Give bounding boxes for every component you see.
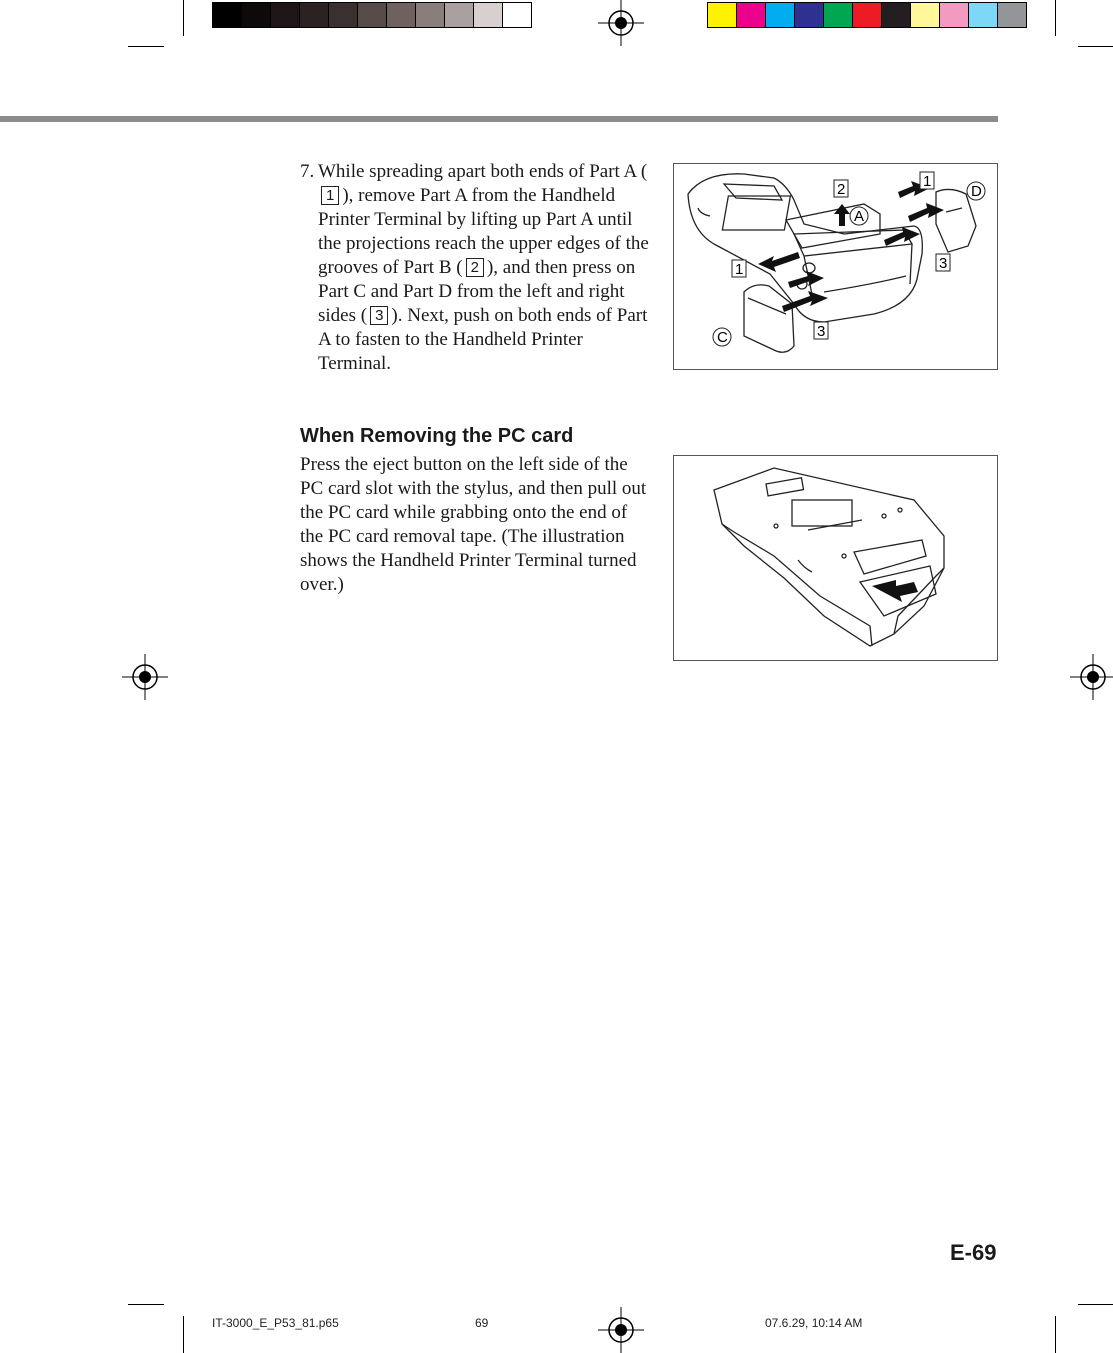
color-swatch [328,2,358,28]
color-swatch [939,2,969,28]
step-key-3: 3 [370,306,388,325]
color-swatch [852,2,882,28]
crop-mark [183,0,184,36]
section-text: Press the eject button on the left side of the PC card slot with the stylus, and then pull out the PC card while grabbing onto the end of the PC card removal tape. (The illustration shows the Handheld Printer Terminal turned over.) [300,454,647,595]
section-heading: When Removing the PC card [300,425,574,447]
figure-pc-card-removal [673,455,998,661]
fig1-label-3: 3 [939,255,948,272]
fig1-label-1: 1 [923,173,932,190]
page-number: E-69 [950,1240,997,1265]
footer-timestamp: 07.6.29, 10:14 AM [765,1316,863,1330]
device-underside-illustration [674,456,997,660]
fig1-label-part-c: C [717,329,728,346]
registration-mark-icon [1070,654,1113,700]
color-swatch [997,2,1027,28]
step-text: While spreading apart both ends of Part A (1 ), remove Part A from the Handheld Printer Terminal by lifting up Part A until the projections reach the upper edges of the grooves of Part B ( 2 ), and then press on Part C and Part D from the left and right sides ( 3 ). Next, push on both ends of Part A to fasten to the Handheld Printer Terminal. [318,161,649,374]
crop-mark [128,46,164,47]
fig1-label-3: 3 [817,323,826,340]
footer-filename: IT-3000_E_P53_81.p65 [212,1316,339,1330]
crop-mark [1055,0,1056,36]
device-illustration [674,164,997,369]
fig1-label-part-d: D [971,183,982,200]
color-swatch [968,2,998,28]
color-swatch [736,2,766,28]
color-swatch [823,2,853,28]
footer-page: 69 [475,1316,489,1330]
fig1-label-2: 2 [837,181,846,198]
color-swatch [765,2,795,28]
step-7 [300,160,650,376]
color-swatch [357,2,387,28]
crop-mark [1078,46,1113,47]
registration-mark-icon [598,0,644,46]
crop-mark [128,1304,164,1305]
color-swatch [299,2,329,28]
color-swatch [415,2,445,28]
color-swatch [241,2,271,28]
color-swatch [270,2,300,28]
step-key-1: 1 [321,186,339,205]
color-swatch [794,2,824,28]
registration-mark-icon [122,654,168,700]
color-swatch [910,2,940,28]
color-swatch [444,2,474,28]
registration-mark-icon [598,1307,644,1353]
color-swatch [386,2,416,28]
color-swatch [707,2,737,28]
fig1-label-part-a: A [854,208,865,225]
header-rule [0,116,998,122]
crop-mark [183,1316,184,1353]
step-number: 7. [300,161,315,182]
color-swatch [881,2,911,28]
crop-mark [1055,1316,1056,1353]
step-key-2: 2 [466,258,484,277]
color-swatch [212,2,242,28]
crop-mark [1078,1304,1113,1305]
color-swatch [473,2,503,28]
figure-part-removal [673,163,998,370]
fig1-label-1: 1 [735,261,744,278]
color-swatch [502,2,532,28]
